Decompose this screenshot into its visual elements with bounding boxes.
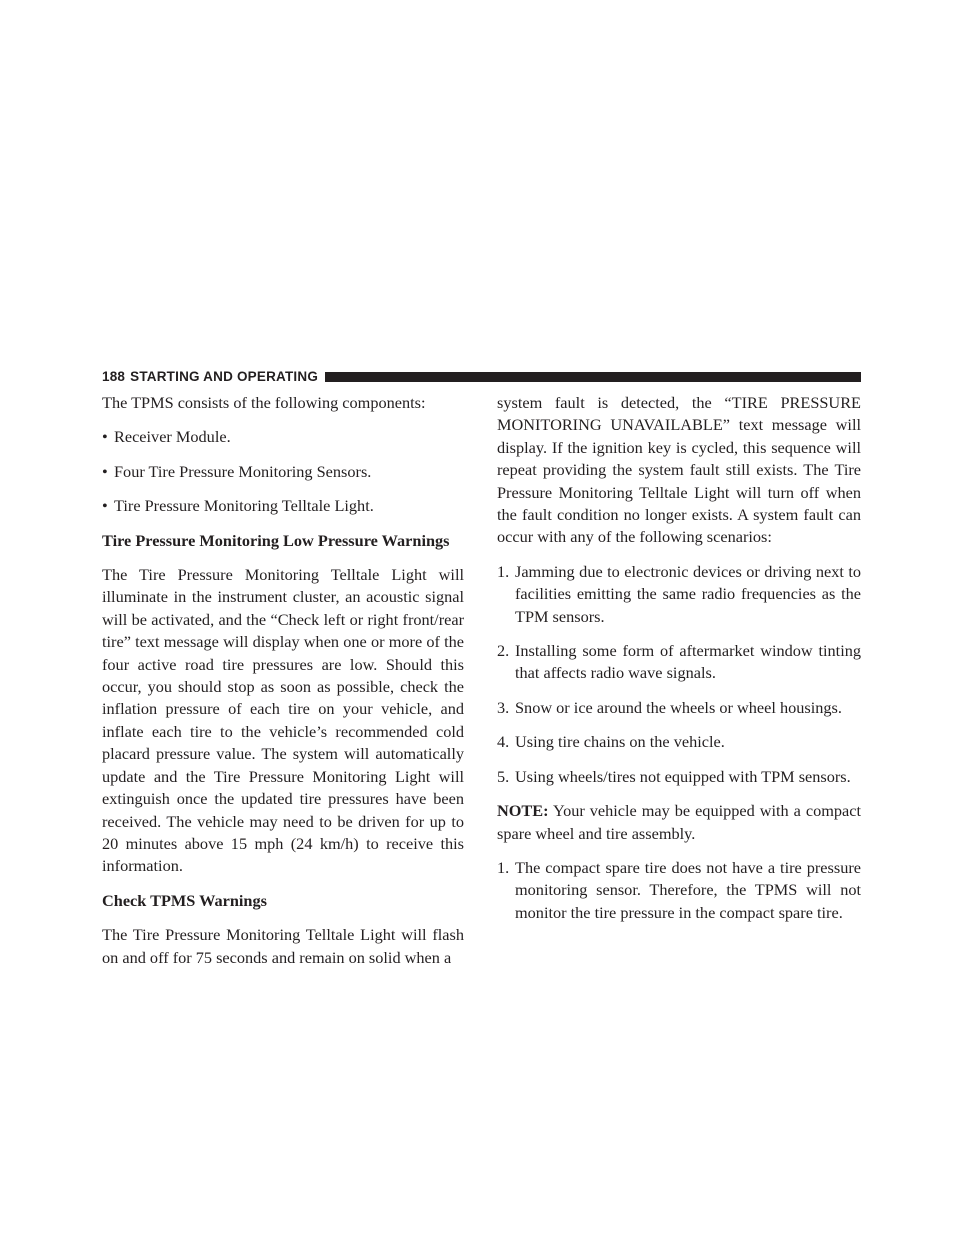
item-number: 4. <box>497 732 510 752</box>
left-column <box>102 392 464 981</box>
heading-low-pressure-warnings: Tire Pressure Monitoring Low Pressure Warnings <box>102 530 450 550</box>
note-paragraph <box>497 800 861 845</box>
heading-check-tpms-warnings: Check TPMS Warnings <box>102 890 267 910</box>
list-item: • Tire Pressure Monitoring Telltale Light. <box>102 495 464 517</box>
list-item <box>497 857 861 924</box>
list-item <box>497 731 861 753</box>
item-number: 2. <box>497 641 510 661</box>
components-list <box>102 426 464 517</box>
fault-scenarios-list <box>497 561 861 788</box>
list-item <box>497 640 861 685</box>
page-number: 188 <box>102 368 126 384</box>
header-rule <box>325 372 861 382</box>
list-item: • Four Tire Pressure Monitoring Sensors. <box>102 461 464 483</box>
note-text: Your vehicle may be equipped with a compact spare wheel and tire assembly. <box>497 801 861 843</box>
item-number: 3. <box>497 697 510 717</box>
item-text: Jamming due to electronic devices or driving next to facilities emitting the same radio frequencies as the TPM sensors. <box>515 561 861 626</box>
right-column <box>497 392 861 936</box>
item-number: 1. <box>497 857 510 877</box>
item-text: Using wheels/tires not equipped with TPM sensors. <box>515 766 851 786</box>
list-item <box>497 561 861 628</box>
item-text: Installing some form of aftermarket window tinting that affects radio wave signals. <box>515 641 861 683</box>
item-text: Using tire chains on the vehicle. <box>515 732 725 752</box>
page-header <box>102 366 861 386</box>
check-tpms-paragraph: The Tire Pressure Monitoring Telltale Light will flash on and off for 75 seconds and remain on solid when a <box>102 925 464 967</box>
components-intro: The TPMS consists of the following components: <box>102 393 426 412</box>
list-item: • Receiver Module. <box>102 426 464 448</box>
item-number: 1. <box>497 561 510 581</box>
item-text: Snow or ice around the wheels or wheel housings. <box>515 697 842 717</box>
item-number: 5. <box>497 766 510 786</box>
system-fault-paragraph: system fault is detected, the “TIRE PRESSURE MONITORING UNAVAILABLE” text message will display. If the ignition key is cycled, this sequence will repeat providing the system fault still exists. The Tire Pressure Monitoring Telltale Light will turn off when the fault condition no longer exists. A system fault can occur with any of the following scenarios: <box>497 393 861 547</box>
item-text: The compact spare tire does not have a tire pressure monitoring sensor. Therefore, the TPMS will not monitor the tire pressure in the compact spare tire. <box>515 857 861 922</box>
low-pressure-paragraph: The Tire Pressure Monitoring Telltale Light will illuminate in the instrument cluster, an acoustic signal will be activated, and the “Check left or right front/rear tire” text message will display when one or more of the four active road tire pressures are low. Should this occur, you should stop as soon as possible, check the inflation pressure of each tire on your vehicle, and inflate each tire to the vehicle’s recommended cold placard pressure value. The system will automatically update and the Tire Pressure Monitoring Light will extinguish once the updated tire pressures have been received. The vehicle may need to be driven for up to 20 minutes above 15 mph (24 km/h) to receive this information. <box>102 565 464 876</box>
list-item <box>497 697 861 719</box>
list-item <box>497 766 861 788</box>
section-title: STARTING AND OPERATING <box>130 368 319 384</box>
note-list <box>497 857 861 924</box>
note-label: NOTE: <box>497 801 549 821</box>
